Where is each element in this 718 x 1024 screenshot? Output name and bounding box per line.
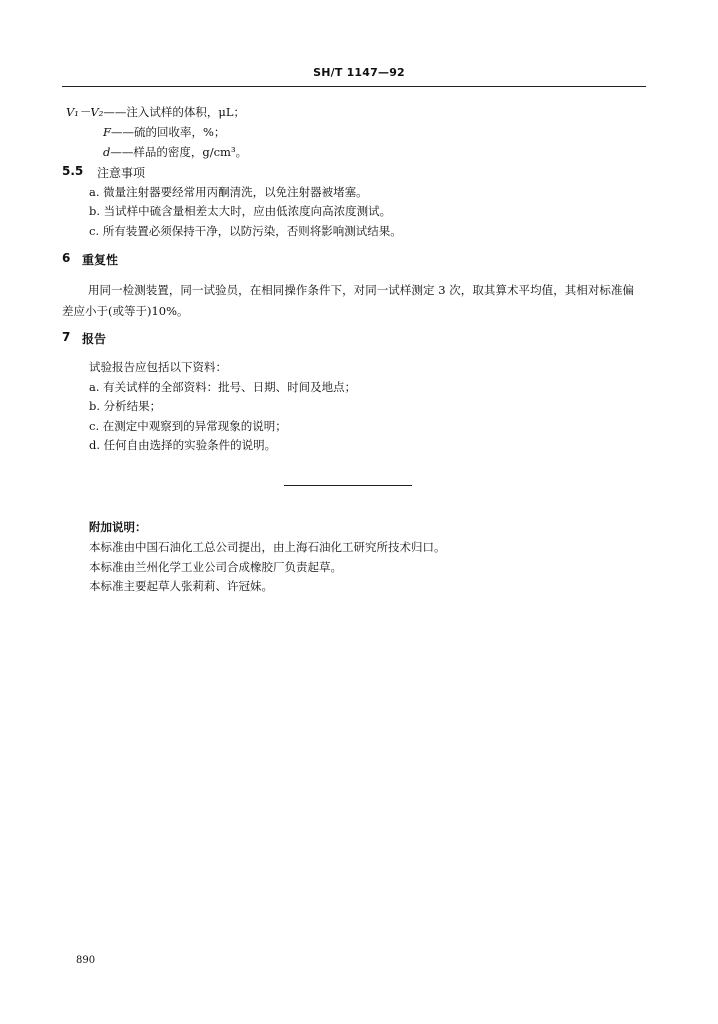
section-7-item-d: d. 任何自由选择的实验条件的说明。	[89, 438, 277, 452]
page-number: 890	[76, 955, 96, 966]
section-5-5-item-c: c. 所有装置必须保持干净，以防污染，否则将影响测试结果。	[89, 224, 402, 238]
section-6-paragraph: 用同一检测装置，同一试验员，在相同操作条件下，对同一试样测定 3 次，取其算术平均值，其相对标准偏差应小于(或等于)10%。	[62, 283, 634, 318]
section-7-title: 报告	[82, 332, 107, 346]
section-7-intro: 试验报告应包括以下资料：	[89, 360, 227, 374]
section-5-5-item-b: b. 当试样中硫含量相差太大时，应由低浓度向高浓度测试。	[89, 204, 392, 218]
end-of-text-rule	[284, 485, 412, 486]
variable-v1v2-line	[66, 104, 245, 120]
variable-d-symbol: d	[103, 145, 111, 159]
section-7-item-a: a. 有关试样的全部资料：批号、日期、时间及地点；	[89, 380, 357, 394]
section-5-5-item-a: a. 微量注射器要经常用丙酮清洗，以免注射器被堵塞。	[89, 185, 368, 199]
appendix-line-3: 本标准主要起草人张莉莉、许冠妹。	[89, 579, 273, 593]
section-5-5-number: 5.5	[62, 164, 84, 178]
section-5-5-title: 注意事项	[97, 166, 146, 180]
appendix-line-1: 本标准由中国石油化工总公司提出，由上海石油化工研究所技术归口。	[89, 540, 446, 554]
section-7-item-c: c. 在测定中观察到的异常现象的说明；	[89, 419, 287, 433]
variable-d-description: ——样品的密度，g/cm³。	[110, 145, 248, 159]
variable-f-symbol: F	[103, 125, 111, 139]
variable-v1v2-description: ——注入试样的体积，μL；	[103, 105, 245, 119]
appendix-line-2: 本标准由兰州化学工业公司合成橡胶厂负责起草。	[89, 560, 342, 574]
variable-f-line	[103, 124, 225, 140]
appendix-title: 附加说明：	[89, 520, 147, 534]
variable-f-description: ——硫的回收率，%；	[110, 125, 226, 139]
section-6-title: 重复性	[82, 253, 119, 267]
header-rule	[62, 86, 646, 87]
section-6-number: 6	[62, 251, 71, 265]
variable-d-line	[103, 144, 247, 160]
section-7-item-b: b. 分析结果；	[89, 399, 162, 413]
variable-v1v2-symbol: V₁－V₂	[66, 105, 104, 119]
standard-code-header: SH/T 1147—92	[313, 66, 405, 79]
section-7-number: 7	[62, 330, 71, 344]
